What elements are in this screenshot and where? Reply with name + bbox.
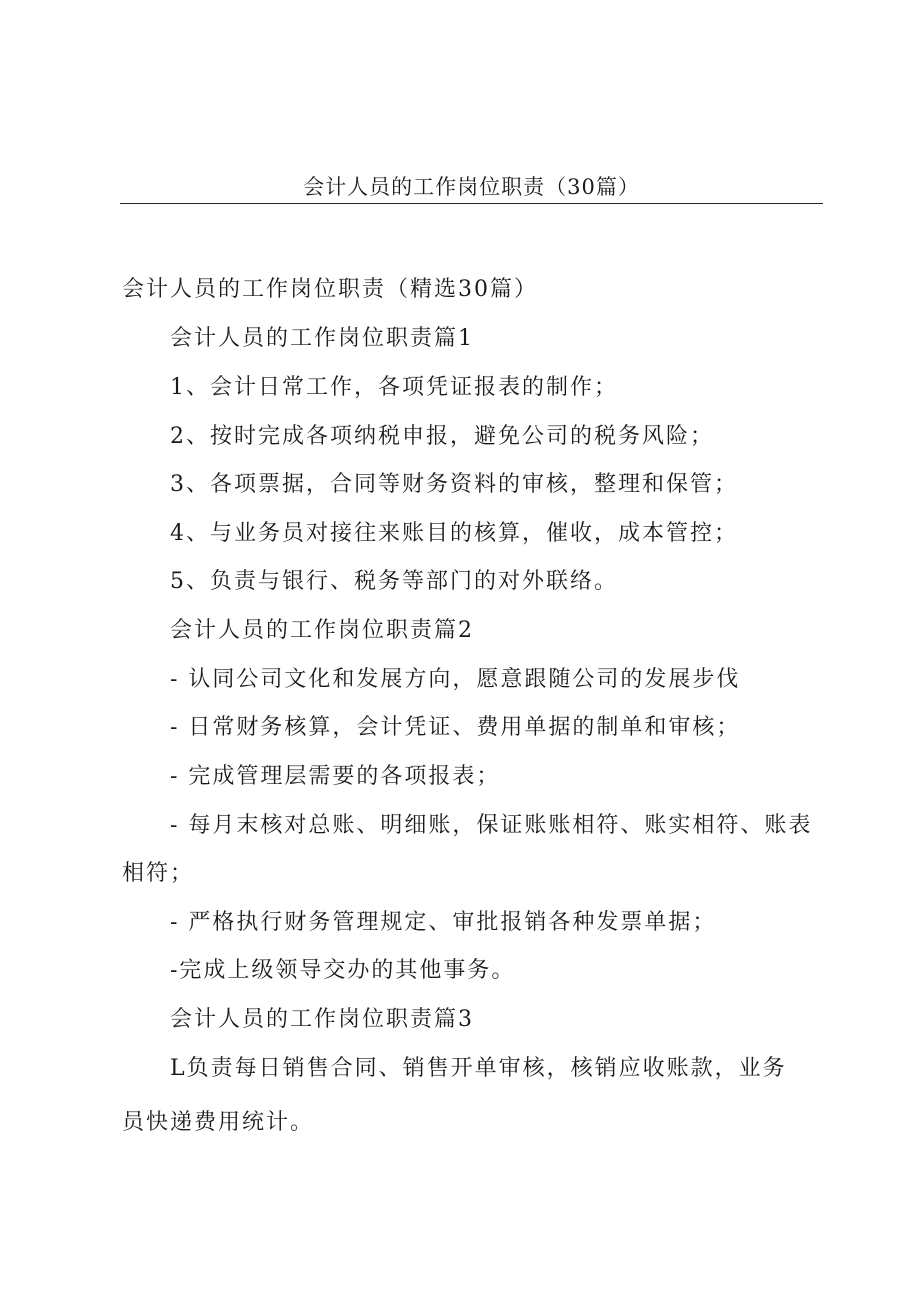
section1-item-1: 1、会计日常工作，各项凭证报表的制作； — [170, 375, 618, 400]
section-heading-2: 会计人员的工作岗位职责篇2 — [170, 618, 474, 643]
header-divider — [120, 203, 823, 204]
section2-item-5: - 严格执行财务管理规定、审批报销各种发票单据； — [170, 910, 717, 935]
section2-item-4-continued: 相符； — [122, 861, 195, 886]
section2-item-4: - 每月末核对总账、明细账，保证账账相符、账实相符、账表 — [170, 813, 813, 838]
page-header-title: 会计人员的工作岗位职责（30篇） — [303, 175, 640, 199]
section2-item-3: - 完成管理层需要的各项报表； — [170, 764, 501, 789]
section-heading-1: 会计人员的工作岗位职责篇1 — [170, 326, 474, 351]
section1-item-5: 5、负责与银行、税务等部门的对外联络。 — [170, 569, 618, 594]
section-heading-3: 会计人员的工作岗位职责篇3 — [170, 1007, 474, 1032]
section3-item-1: L负责每日销售合同、销售开单审核，核销应收账款，业务 — [170, 1056, 787, 1081]
section2-item-6: -完成上级领导交办的其他事务。 — [170, 958, 516, 983]
section1-item-4: 4、与业务员对接往来账目的核算，催收，成本管控； — [170, 521, 738, 546]
document-title: 会计人员的工作岗位职责（精选30篇） — [122, 277, 538, 302]
section3-item-1-continued: 员快递费用统计。 — [122, 1110, 315, 1135]
section1-item-3: 3、各项票据，合同等财务资料的审核，整理和保管； — [170, 472, 738, 497]
section2-item-2: - 日常财务核算，会计凭证、费用单据的制单和审核； — [170, 715, 741, 740]
section1-item-2: 2、按时完成各项纳税申报，避免公司的税务风险； — [170, 424, 714, 449]
section2-item-1: - 认同公司文化和发展方向，愿意跟随公司的发展步伐 — [170, 667, 741, 692]
